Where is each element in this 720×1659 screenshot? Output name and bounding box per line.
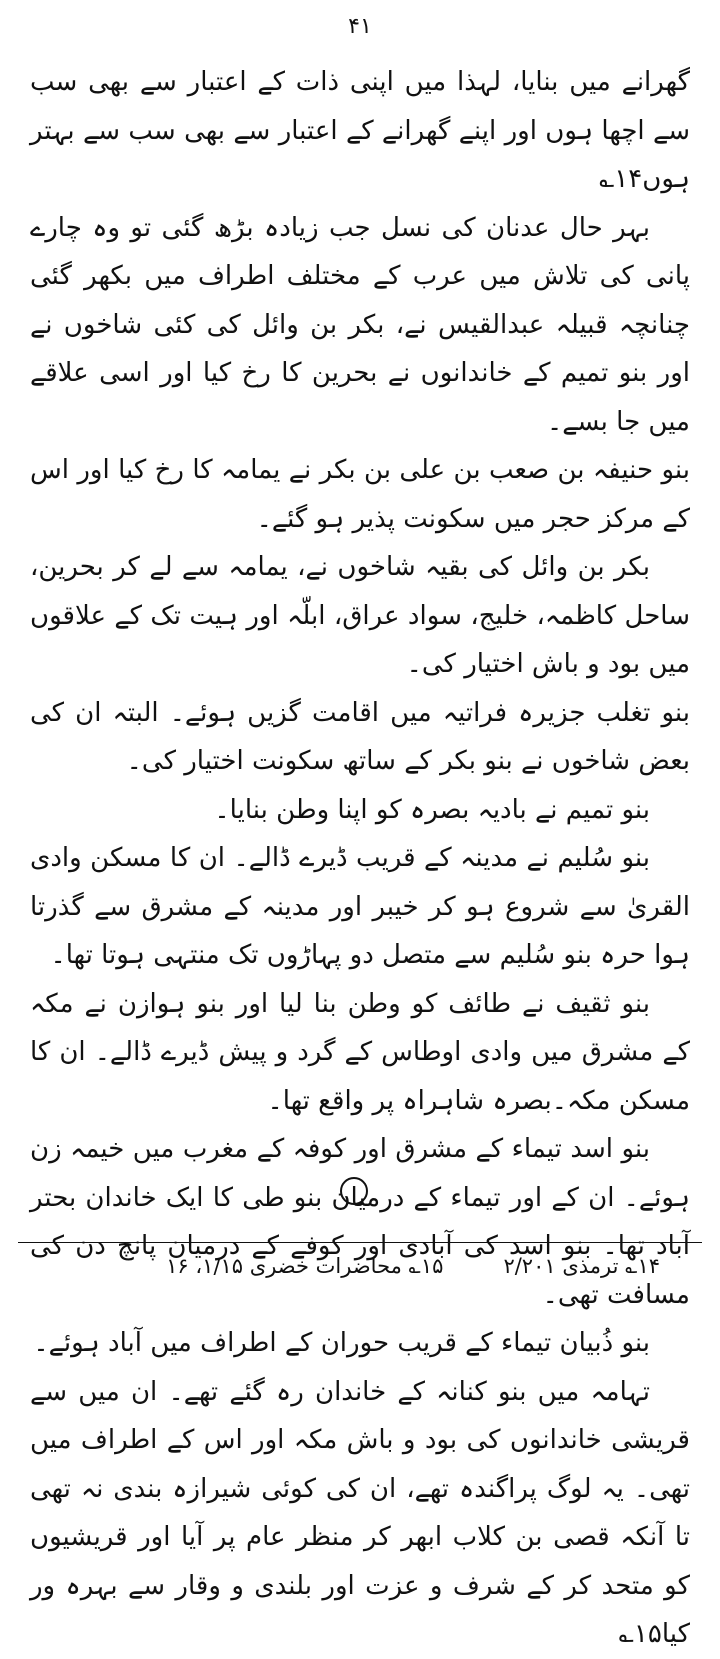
paragraph: بکر بن وائل کی بقیہ شاخوں نے، یمامہ سے لے کر بحرین، ساحل کاظمہ، خلیج، سواد عراق، ابلّہ اور ہیت تک کے علاقوں میں بود و باش اختیار کی۔	[30, 552, 690, 679]
footnotes	[60, 1250, 660, 1282]
paragraph: بنو تغلب جزیرہ فراتیہ میں اقامت گزیں ہوئے۔ البتہ ان کی بعض شاخوں نے بنو بکر کے ساتھ سکونت اختیار کی۔	[30, 697, 690, 776]
paragraph: بنو ذُبیان تیماء کے قریب حوران کے اطراف میں آباد ہوئے۔	[33, 1328, 650, 1358]
footnote-divider	[18, 1242, 702, 1243]
paragraph: بنو تمیم نے بادیہ بصرہ کو اپنا وطن بنایا۔	[214, 794, 650, 825]
paragraph: بنو حنیفہ بن صعب بن علی بن بکر نے یمامہ کا رخ کیا اور اس کے مرکز حجر میں سکونت پذیر ہو گئے۔	[30, 455, 690, 534]
paragraph: بہر حال عدنان کی نسل جب زیادہ بڑھ گئی تو وہ چارے پانی کی تلاش میں عرب کے مختلف اطراف میں بکھر گئی چنانچہ قبیلہ عبدالقیس نے، بکر بن وائل کی کئی شاخوں نے اور بنو تمیم کے خاندانوں نے بحرین کا رخ کیا اور اسی علاقے میں جا بسے۔	[30, 212, 690, 437]
body-text	[30, 58, 690, 1659]
paragraph: بنو اسد تیماء کے مشرق اور کوفہ کے مغرب میں خیمہ زن ہوئے۔ ان کے اور تیماء کے درمیان بنو طی کا ایک خاندان بحتر آباد تھا۔ بنو اسد کی آبادی اور کوفے کے درمیان پانچ دن کی مسافت تھی۔	[30, 1134, 690, 1310]
footnote: ۱۵؎ محاضرات خضری ۱/۱۵، ۱۶	[166, 1254, 444, 1278]
section-divider-circle	[340, 1177, 368, 1205]
paragraph: تہامہ میں بنو کنانہ کے خاندان رہ گئے تھے۔ ان میں سے قریشی خاندانوں کی بود و باش مکہ اور اس کے اطراف میں تھی۔ یہ لوگ پراگندہ تھے، ان کی کوئی شیرازہ بندی نہ تھی تا آنکہ قصی بن کلاب ابھر کر منظر عام پر آیا اور قریشیوں کو متحد کر کے شرف و عزت اور بلندی و وقار سے بہرہ ور کیا۱۵؎	[30, 1376, 690, 1649]
paragraph: بنو سُلیم نے مدینہ کے قریب ڈیرے ڈالے۔ ان کا مسکن وادی القریٰ سے شروع ہو کر خیبر اور مدینہ کے مشرق سے گذرتا ہوا حرہ بنو سُلیم سے متصل دو پہاڑوں تک منتہی ہوتا تھا۔	[30, 843, 690, 970]
footnote: ۱۴؎ ترمذی ۲/۲۰۱	[503, 1254, 660, 1278]
paragraph: گھرانے میں بنایا، لہذا میں اپنی ذات کے اعتبار سے بھی سب سے اچھا ہوں اور اپنے گھرانے کے اعتبار سے بھی سب سے بہتر ہوں۱۴؎	[30, 67, 690, 194]
paragraph: بنو ثقیف نے طائف کو وطن بنا لیا اور بنو ہوازن نے مکہ کے مشرق میں وادی اوطاس کے گرد و پیش ڈیرے ڈالے۔ ان کا مسکن مکہ۔بصرہ شاہراہ پر واقع تھا۔	[30, 988, 690, 1116]
page-number: ۴۱	[348, 14, 372, 39]
